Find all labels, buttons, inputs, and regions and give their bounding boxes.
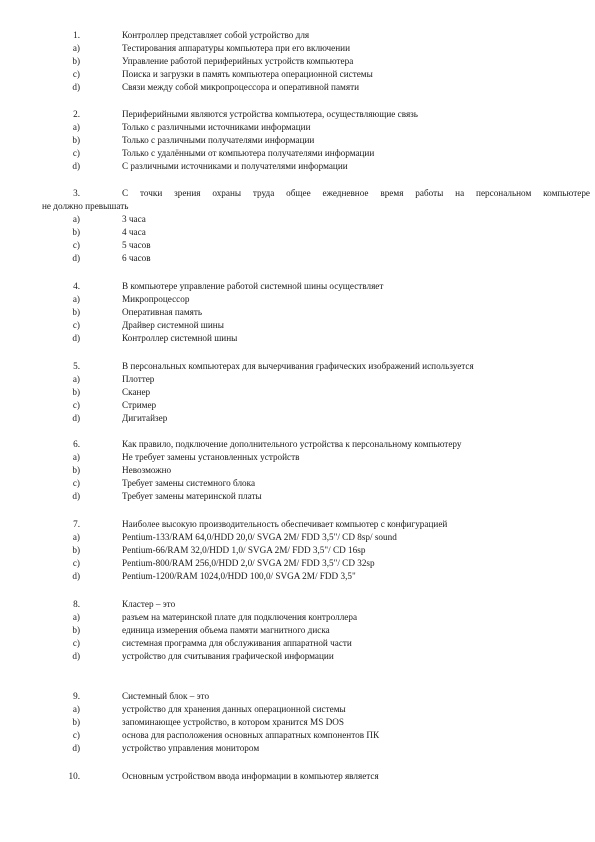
question-number: 1.	[73, 30, 80, 40]
option-text: Не требует замены установленных устройств	[122, 451, 300, 462]
option-letter: d)	[72, 160, 80, 171]
option-row	[0, 624, 595, 637]
option-row	[0, 399, 595, 412]
option-text: устройство для хранения данных операционной системы	[122, 703, 346, 714]
option-text: разъем на материнской плате для подключения контроллера	[122, 611, 358, 622]
option-text: Pentium-133/RAM 64,0/HDD 20,0/ SVGA 2M/ FDD 3,5"/ CD 8sp/ sound	[122, 531, 397, 542]
question-text: Как правило, подключение дополнительного устройства к персональному компьютеру	[122, 439, 462, 449]
option-row	[0, 477, 595, 490]
option-text: Требует замены материнской платы	[122, 490, 262, 501]
option-text: Требует замены системного блока	[122, 477, 256, 488]
option-row	[0, 531, 595, 544]
option-letter: a)	[72, 121, 80, 132]
question-row	[0, 280, 595, 293]
option-text: устройство для считывания графической информации	[122, 650, 334, 661]
option-letter: d)	[72, 742, 80, 753]
option-letter: b)	[72, 226, 80, 237]
question-row	[0, 29, 595, 42]
option-row	[0, 464, 595, 477]
option-letter: b)	[72, 386, 80, 397]
option-letter: d)	[72, 490, 80, 501]
option-letter: c)	[72, 147, 80, 158]
question-text: Контроллер представляет собой устройство для	[122, 30, 310, 40]
option-text: 5 часов	[122, 239, 151, 250]
question-6	[0, 438, 595, 503]
question-text-line-2: не должно превышать	[42, 200, 129, 211]
question-number: 5.	[73, 361, 80, 371]
option-letter: a)	[72, 42, 80, 53]
question-7	[0, 518, 595, 583]
option-row	[0, 134, 595, 147]
option-text: единица измерения объема памяти магнитного диска	[122, 624, 330, 635]
option-row	[0, 121, 595, 134]
question-text-line-1: С точки зрения охраны труда общее ежедневное время работы на персональном компьютере	[122, 188, 590, 198]
option-row	[0, 650, 595, 663]
option-row	[0, 570, 595, 583]
question-row-continuation	[0, 200, 595, 213]
option-text: Только с различными источниками информации	[122, 121, 311, 132]
option-letter: b)	[72, 306, 80, 317]
option-letter: b)	[72, 134, 80, 145]
question-1	[0, 29, 595, 94]
option-letter: d)	[72, 650, 80, 661]
option-row	[0, 226, 595, 239]
question-row	[0, 770, 595, 783]
question-row	[0, 108, 595, 121]
option-row	[0, 42, 595, 55]
option-row	[0, 160, 595, 173]
question-text: Основным устройством ввода информации в компьютер является	[122, 771, 379, 781]
question-number: 3.	[73, 188, 80, 198]
option-row	[0, 386, 595, 399]
option-text: 6 часов	[122, 252, 151, 263]
option-text: Контроллер системной шины	[122, 332, 238, 343]
option-letter: b)	[72, 716, 80, 727]
question-number: 8.	[73, 599, 80, 609]
option-text: Сканер	[122, 386, 151, 397]
option-row	[0, 68, 595, 81]
option-text: Драйвер системной шины	[122, 319, 224, 330]
option-text: Управление работой периферийных устройств компьютера	[122, 55, 354, 66]
option-row	[0, 332, 595, 345]
question-5	[0, 360, 595, 425]
option-text: Плоттер	[122, 373, 155, 384]
option-letter: c)	[72, 68, 80, 79]
question-text: Системный блок – это	[122, 691, 210, 701]
option-row	[0, 490, 595, 503]
option-row	[0, 412, 595, 425]
option-letter: d)	[72, 570, 80, 581]
question-text: В компьютере управление работой системной шины осуществляет	[122, 281, 384, 291]
option-row	[0, 147, 595, 160]
question-text: Кластер – это	[122, 599, 176, 609]
option-text: Только с удалёнными от компьютера получателями информации	[122, 147, 375, 158]
option-text: 3 часа	[122, 213, 146, 224]
question-10	[0, 770, 595, 783]
option-text: Только с различными получателями информации	[122, 134, 315, 145]
question-row	[0, 187, 595, 200]
option-row	[0, 557, 595, 570]
question-row	[0, 360, 595, 373]
option-row	[0, 239, 595, 252]
option-row	[0, 742, 595, 755]
option-row	[0, 319, 595, 332]
option-text: Pentium-1200/RAM 1024,0/HDD 100,0/ SVGA 2M/ FDD 3,5"	[122, 570, 356, 581]
option-text: С различными источниками и получателями информации	[122, 160, 348, 171]
option-letter: a)	[72, 611, 80, 622]
option-letter: c)	[72, 637, 80, 648]
option-row	[0, 451, 595, 464]
option-letter: b)	[72, 464, 80, 475]
question-text: В персональных компьютерах для вычерчивания графических изображений используется	[122, 361, 474, 371]
option-letter: a)	[72, 293, 80, 304]
option-text: Поиска и загрузки в память компьютера операционной системы	[122, 68, 373, 79]
question-number: 4.	[73, 281, 80, 291]
option-letter: c)	[72, 477, 80, 488]
option-letter: c)	[72, 239, 80, 250]
question-number: 9.	[73, 691, 80, 701]
option-letter: c)	[72, 399, 80, 410]
option-letter: a)	[72, 451, 80, 462]
option-letter: c)	[72, 557, 80, 568]
option-text: Pentium-66/RAM 32,0/HDD 1,0/ SVGA 2M/ FDD 3,5"/ CD 16sp	[122, 544, 366, 555]
question-number: 2.	[73, 109, 80, 119]
option-row	[0, 252, 595, 265]
option-row	[0, 293, 595, 306]
option-row	[0, 373, 595, 386]
option-text: устройство управления монитором	[122, 742, 260, 753]
question-text: Периферийными являются устройства компьютера, осуществляющие связь	[122, 109, 418, 119]
option-row	[0, 306, 595, 319]
question-row	[0, 518, 595, 531]
option-text: Pentium-800/RAM 256,0/HDD 2,0/ SVGA 2M/ FDD 3,5"/ CD 32sp	[122, 557, 375, 568]
question-row	[0, 438, 595, 451]
option-row	[0, 213, 595, 226]
question-9	[0, 690, 595, 755]
option-letter: b)	[72, 544, 80, 555]
option-letter: a)	[72, 531, 80, 542]
option-letter: b)	[72, 624, 80, 635]
question-text: Наиболее высокую производительность обеспечивает компьютер с конфигурацией	[122, 519, 448, 529]
option-row	[0, 729, 595, 742]
question-number: 7.	[73, 519, 80, 529]
question-2	[0, 108, 595, 173]
question-number: 6.	[73, 439, 80, 449]
option-letter: a)	[72, 213, 80, 224]
question-8	[0, 598, 595, 663]
option-letter: d)	[72, 252, 80, 263]
option-text: Стример	[122, 399, 157, 410]
option-text: Невозможно	[122, 464, 172, 475]
option-row	[0, 611, 595, 624]
option-text: Тестирования аппаратуры компьютера при его включении	[122, 42, 350, 53]
option-letter: a)	[72, 703, 80, 714]
option-text: 4 часа	[122, 226, 146, 237]
option-text: системная программа для обслуживания аппаратной части	[122, 637, 352, 648]
option-row	[0, 637, 595, 650]
option-letter: b)	[72, 55, 80, 66]
option-row	[0, 81, 595, 94]
option-text: Микропроцессор	[122, 293, 190, 304]
question-row	[0, 598, 595, 611]
question-4	[0, 280, 595, 345]
question-number: 10.	[68, 771, 80, 781]
option-letter: c)	[72, 319, 80, 330]
option-text: запоминающее устройство, в котором хранится MS DOS	[122, 716, 344, 727]
option-letter: a)	[72, 373, 80, 384]
option-letter: d)	[72, 332, 80, 343]
option-row	[0, 55, 595, 68]
option-letter: d)	[72, 81, 80, 92]
option-text: Дигитайзер	[122, 412, 168, 423]
option-text: Оперативная память	[122, 306, 203, 317]
option-row	[0, 716, 595, 729]
question-3	[0, 187, 595, 264]
option-text: Связи между собой микропроцессора и оперативной памяти	[122, 81, 359, 92]
option-row	[0, 703, 595, 716]
option-letter: c)	[72, 729, 80, 740]
option-row	[0, 544, 595, 557]
question-row	[0, 690, 595, 703]
option-letter: d)	[72, 412, 80, 423]
option-text: основа для расположения основных аппаратных компонентов ПК	[122, 729, 380, 740]
